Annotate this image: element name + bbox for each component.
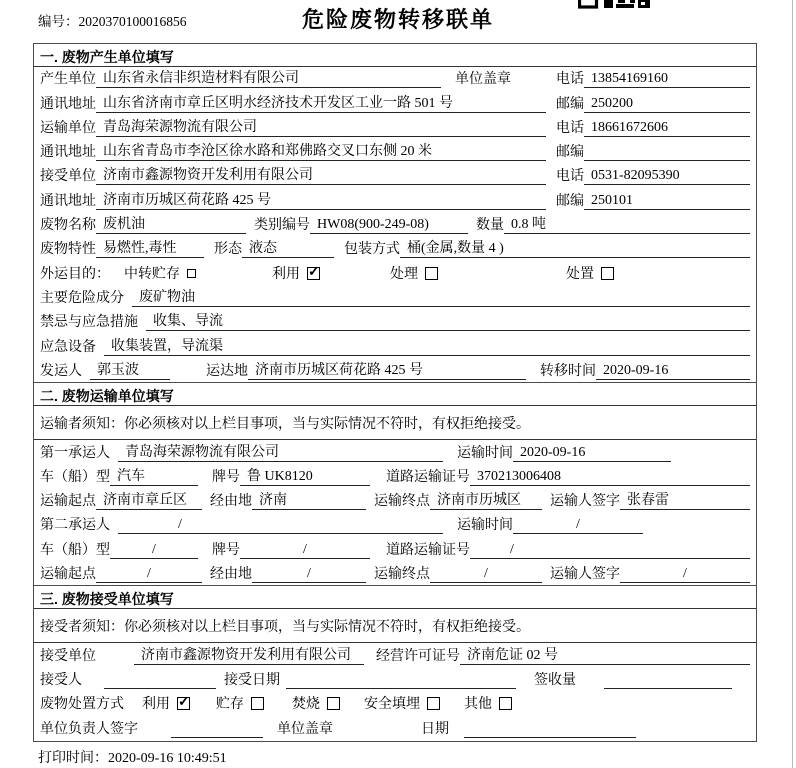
accept-date-label: 接受日期 [224, 673, 280, 689]
receiver-zip-field: 250101 [584, 193, 750, 210]
carrier1-plate-field: 鲁 UK8120 [240, 465, 370, 486]
quantity-field: 0.8 吨 [504, 213, 750, 234]
transporter-zip-label: 邮编 [556, 145, 584, 161]
transporter-notice: 运输者须知：你必须核对以上栏目事项，当与实际情况不符时，有权拒绝接受。 [34, 406, 756, 440]
section-transporter-title: 二. 废物运输单位填写 [34, 383, 756, 406]
producer-phone-field: 13854169160 [584, 71, 750, 88]
head-sign-field [171, 737, 263, 738]
carrier2-origin-field: / [96, 566, 202, 583]
manifest-form [33, 43, 757, 742]
purpose-option-utilize: 利用 ✓ [272, 263, 320, 283]
vehicle-label: 车（船）型 [40, 469, 110, 485]
carrier2-via-field: / [252, 566, 366, 583]
receiving-unit-field: 济南市鑫源物资开发利用有限公司 [134, 644, 364, 665]
section-receiver [33, 585, 757, 741]
origin-label: 运输起点 [40, 494, 96, 510]
section-producer [33, 43, 757, 384]
shipper-label: 发运人 [40, 363, 82, 379]
plate-label2: 牌号 [212, 542, 240, 558]
disposal-option-landfill: 安全填埋 [364, 693, 440, 713]
carrier2-time-field: / [513, 517, 643, 534]
acceptor-field [104, 688, 216, 689]
end-label: 运输终点 [374, 494, 430, 510]
quantity-label: 数量 [476, 218, 504, 234]
checkbox-icon [425, 267, 438, 280]
section-producer-title: 一. 废物产生单位填写 [34, 44, 756, 67]
disposal-row [34, 692, 756, 716]
date-field [464, 737, 636, 738]
purpose-label: 外运目的： [40, 266, 110, 282]
producer-zip-label: 邮编 [556, 96, 584, 112]
carrier2-license-field: / [470, 542, 750, 559]
checkbox-checked-icon [177, 697, 190, 710]
producer-phone-label: 电话 [556, 72, 584, 88]
carrier1-field: 青岛海荣源物流有限公司 [118, 441, 443, 462]
print-time-line [38, 747, 227, 767]
carrier2-plate-field: / [240, 542, 370, 559]
section-transporter [33, 382, 757, 587]
carrier2-field: / [118, 517, 443, 534]
checkbox-icon [251, 697, 264, 710]
hazard-field: 废矿物油 [132, 286, 750, 307]
transfer-time-label: 转移时间 [540, 363, 596, 379]
receiver-address-label: 通讯地址 [40, 193, 96, 209]
equipment-row [34, 334, 756, 358]
transporter-address-field: 山东省青岛市李沧区徐水路和郑佛路交叉口东侧 20 米 [96, 140, 546, 161]
carrier2-time-label: 运输时间 [457, 518, 513, 534]
head-signature-row [34, 716, 756, 740]
carrier1-row [34, 440, 756, 464]
carrier1-label: 第一承运人 [40, 445, 110, 461]
hazard-label: 主要危险成分 [40, 290, 124, 306]
permit-label: 经营许可证号 [376, 648, 460, 664]
shipper-field: 郭玉波 [90, 359, 170, 380]
carrier1-vehicle-row [34, 465, 756, 489]
carrier1-sign-field: 张春雷 [620, 489, 750, 510]
carrier1-time-field: 2020-09-16 [513, 445, 671, 462]
packing-field: 桶(金属,数量 4 ) [400, 237, 750, 258]
transporter-label: 运输单位 [40, 120, 96, 136]
print-time-label: 打印时间： [38, 751, 108, 766]
producer-label: 产生单位 [40, 72, 96, 88]
purpose-option-transfer: 中转贮存 [124, 263, 196, 283]
accept-date-field [286, 688, 516, 689]
end-label2: 运输终点 [374, 567, 430, 583]
print-time-value: 2020-09-16 10:49:51 [108, 751, 227, 766]
carrier2-vehicle-field: / [110, 542, 198, 559]
receiver-phone-field: 0531-82095390 [584, 168, 750, 185]
unit-seal-label: 单位盖章 [455, 72, 511, 88]
carrier1-origin-field: 济南市章丘区 [96, 489, 202, 510]
receiver-address-field: 济南市历城区荷花路 425 号 [96, 189, 546, 210]
checkbox-checked-icon [307, 267, 320, 280]
taboo-label: 禁忌与应急措施 [40, 315, 138, 331]
receiver-row [34, 164, 756, 188]
receiving-unit-row [34, 643, 756, 667]
taboo-field: 收集、导流 [146, 310, 750, 331]
category-label: 类别编号 [254, 218, 310, 234]
carrier1-time-label: 运输时间 [457, 445, 513, 461]
checkbox-icon [601, 267, 614, 280]
carrier2-vehicle-row [34, 537, 756, 561]
transporter-address-label: 通讯地址 [40, 145, 96, 161]
sign-label2: 运输人签字 [550, 567, 620, 583]
waste-name-row [34, 213, 756, 237]
waste-name-field: 废机油 [96, 213, 246, 234]
unit-seal-label-2: 单位盖章 [277, 721, 333, 737]
via-label2: 经由地 [210, 567, 252, 583]
checkbox-icon [499, 697, 512, 710]
equipment-field: 收集装置，导流渠 [104, 335, 750, 356]
receiver-label: 接受单位 [40, 169, 96, 185]
purpose-row [34, 261, 756, 285]
destination-field: 济南市历城区荷花路 425 号 [248, 359, 526, 380]
carrier2-label: 第二承运人 [40, 518, 110, 534]
producer-address-label: 通讯地址 [40, 96, 96, 112]
transporter-zip-field [584, 160, 750, 161]
purpose-option-treat: 处理 [390, 263, 438, 283]
carrier2-end-field: / [430, 566, 542, 583]
disposal-option-utilize: 利用 ✓ [142, 693, 190, 713]
received-qty-label: 签收量 [534, 673, 576, 689]
acceptor-row [34, 668, 756, 692]
transporter-row [34, 116, 756, 140]
acceptor-label: 接受人 [40, 673, 82, 689]
disposal-option-store: 贮存 [216, 693, 264, 713]
waste-name-label: 废物名称 [40, 218, 96, 234]
form-label: 形态 [214, 242, 242, 258]
via-label: 经由地 [210, 494, 252, 510]
qr-code-remnant-icon [578, 0, 652, 9]
waste-character-field: 易燃性,毒性 [96, 237, 204, 258]
checkbox-icon [187, 269, 196, 278]
disposal-option-other: 其他 [464, 693, 512, 713]
origin-label2: 运输起点 [40, 567, 96, 583]
carrier1-vehicle-field: 汽车 [110, 465, 198, 486]
page-edge-line [792, 0, 793, 768]
sign-label: 运输人签字 [550, 494, 620, 510]
license-label: 道路运输证号 [386, 469, 470, 485]
disposal-label: 废物处置方式 [40, 697, 124, 713]
transporter-phone-field: 18661672606 [584, 120, 750, 137]
packing-label: 包装方式 [344, 242, 400, 258]
vehicle-label2: 车（船）型 [40, 542, 110, 558]
disposal-option-incinerate: 焚烧 [292, 693, 340, 713]
plate-label: 牌号 [212, 469, 240, 485]
carrier2-row [34, 513, 756, 537]
carrier1-end-field: 济南市历城区 [430, 489, 542, 510]
destination-label: 运达地 [206, 363, 248, 379]
hazard-row [34, 286, 756, 310]
waste-character-label: 废物特性 [40, 242, 96, 258]
checkbox-icon [327, 697, 340, 710]
waste-character-row [34, 237, 756, 261]
taboo-row [34, 310, 756, 334]
date-label: 日期 [421, 721, 449, 737]
transfer-time-field: 2020-09-16 [596, 363, 750, 380]
transporter-phone-label: 电话 [556, 120, 584, 136]
checkbox-icon [427, 697, 440, 710]
receiver-zip-label: 邮编 [556, 193, 584, 209]
carrier2-sign-field: / [620, 566, 750, 583]
transporter-field: 青岛海荣源物流有限公司 [96, 116, 546, 137]
serial-number: 2020370100016856 [78, 14, 187, 29]
receiver-phone-label: 电话 [556, 169, 584, 185]
form-field: 液态 [242, 237, 334, 258]
section-receiver-title: 三. 废物接受单位填写 [34, 586, 756, 609]
equipment-label: 应急设备 [40, 339, 96, 355]
serial-label: 编号： [38, 14, 79, 29]
received-qty-field [604, 688, 732, 689]
transporter-address-row [34, 140, 756, 164]
receiver-field: 济南市鑫源物资开发利用有限公司 [96, 164, 546, 185]
license-label2: 道路运输证号 [386, 542, 470, 558]
purpose-option-dispose: 处置 [566, 263, 614, 283]
carrier1-license-field: 370213006408 [470, 469, 750, 486]
permit-field: 济南危证 02 号 [460, 644, 750, 665]
receiver-notice: 接受者须知：你必须核对以上栏目事项，当与实际情况不符时，有权拒绝接受。 [34, 609, 756, 643]
producer-zip-field: 250200 [584, 96, 750, 113]
producer-row [34, 67, 756, 91]
receiving-unit-label: 接受单位 [40, 648, 96, 664]
page-title: 危险废物转移联单 [301, 7, 494, 32]
carrier1-via-field: 济南 [252, 489, 366, 510]
producer-field: 山东省永信非织造材料有限公司 [96, 67, 441, 88]
carrier2-route-row [34, 562, 756, 586]
producer-address-row [34, 91, 756, 115]
shipper-row [34, 359, 756, 383]
carrier1-route-row [34, 489, 756, 513]
category-field: HW08(900-249-08) [310, 217, 468, 234]
receiver-address-row [34, 188, 756, 212]
producer-address-field: 山东省济南市章丘区明水经济技术开发区工业一路 501 号 [96, 92, 546, 113]
head-sign-label: 单位负责人签字 [40, 721, 138, 737]
